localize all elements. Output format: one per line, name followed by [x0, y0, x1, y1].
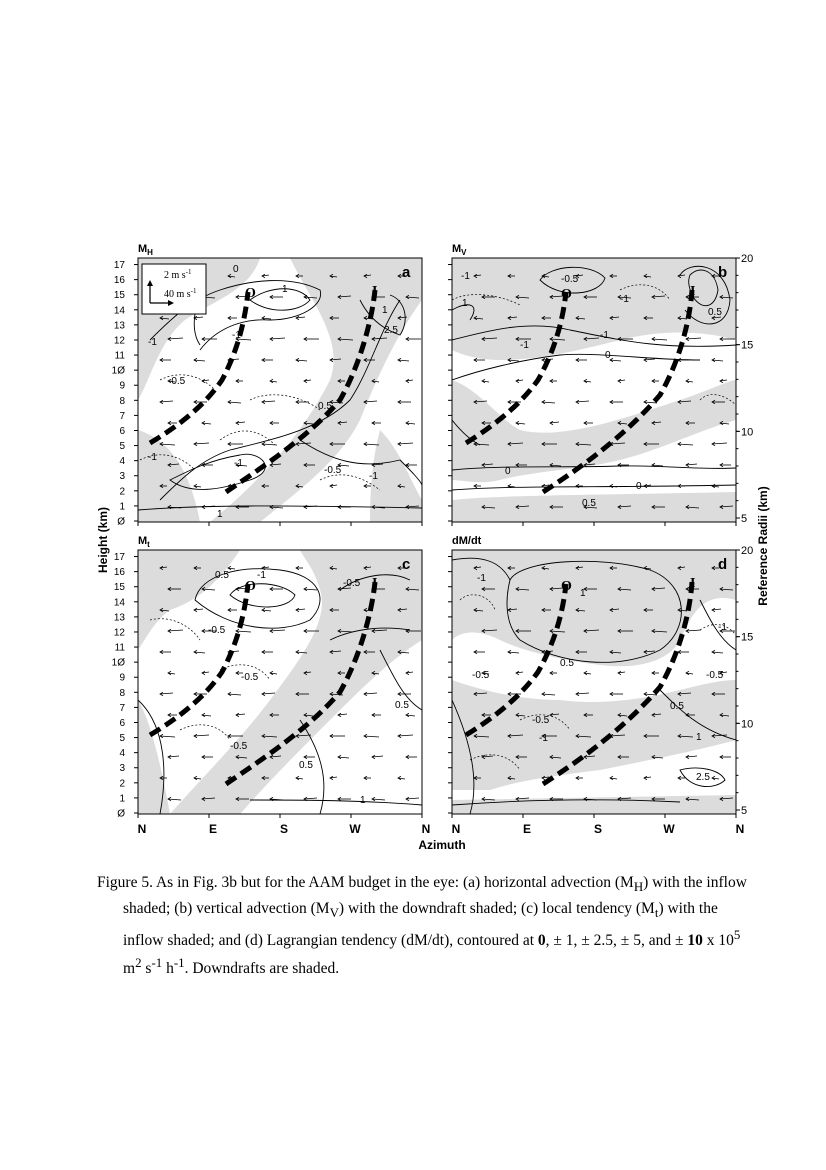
svg-text:-1: -1	[600, 330, 609, 341]
figure-caption: Figure 5. As in Fig. 3b but for the AAM budget in the eye: (a) horizontal advection $(M_H)$ with the inflow shaded; (b) vertical advection $(M_V)$ with the downdraft shaded; (c) local tendency $(M_t)$ with the inflow shaded; and (d) Lagrangian tendency (dM/dt), contoured at 0, ± 1, ± 2.5, ± 5, and ± 10 x $10^5$ $m^2$ $s^{-1}$ $h^{-1}$. Downdrafts are shaded.	[97, 874, 747, 978]
right-tick-label: 15	[741, 631, 754, 644]
y-tick-label: 3	[119, 763, 125, 775]
wind-vector	[262, 444, 277, 445]
right-axis-ticks-bottom	[736, 545, 753, 817]
svg-text:-1: -1	[461, 271, 470, 282]
panel-a-inner-marker: I	[372, 284, 378, 299]
y-tick-label: 5	[119, 733, 125, 745]
panel-d-letter: d	[718, 556, 728, 573]
svg-text:-1: -1	[539, 733, 548, 744]
y-tick-label: 7	[119, 410, 125, 422]
right-tick-label: 5	[741, 513, 748, 525]
right-tick-label: 10	[741, 718, 754, 731]
y-tick-label: 9	[119, 380, 125, 392]
x-tick-label: S	[279, 822, 289, 836]
y-tick-label: 6	[119, 717, 125, 729]
svg-text:-1: -1	[148, 337, 157, 348]
wind-vector	[652, 339, 667, 340]
svg-text:1: 1	[462, 298, 468, 309]
y-tick-label: 2	[119, 486, 125, 498]
svg-text:-1: -1	[477, 573, 486, 584]
y-tick-label: 1	[119, 793, 125, 805]
svg-text:2 m s-1: 2 m $s^{-1}$	[164, 268, 192, 281]
svg-text:0: 0	[605, 350, 611, 361]
y-tick-label: Ø	[117, 808, 125, 820]
wind-vector	[686, 630, 701, 631]
y-tick-label: 4	[119, 456, 125, 468]
svg-text:1: 1	[696, 732, 702, 743]
panel-d-inner-marker: I	[690, 576, 696, 591]
svg-text:0.5: 0.5	[560, 658, 574, 669]
y-tick-label: 9	[119, 672, 125, 684]
wind-vector	[236, 631, 251, 632]
vector-scale-box	[142, 264, 206, 314]
panel-b-title: $M_V$	[452, 243, 467, 257]
wind-vector	[270, 338, 285, 339]
svg-text:2.5: 2.5	[384, 325, 398, 336]
x-tick-label: W	[349, 822, 361, 836]
panel-c-outer-marker: O	[245, 579, 256, 594]
y-tick-label: 3	[119, 471, 125, 483]
svg-text:-1: -1	[257, 570, 266, 581]
right-axis-label: Reference Radii (km)	[756, 486, 770, 606]
svg-text:0.5: 0.5	[582, 498, 596, 509]
y-tick-label: 2	[119, 778, 125, 790]
y-tick-label: 17	[113, 260, 125, 272]
x-tick-label: W	[663, 822, 675, 836]
wind-vector	[270, 630, 285, 631]
svg-text:-1: -1	[369, 471, 378, 482]
y-tick-label: 15	[113, 582, 125, 594]
x-tick-label: N	[735, 822, 745, 836]
panel-a-outer-marker: O	[245, 286, 256, 301]
svg-text:-0.5: -0.5	[472, 670, 490, 681]
panel-d	[452, 535, 736, 814]
svg-text:-0.5: -0.5	[324, 465, 342, 476]
y-tick-label: 7	[119, 702, 125, 714]
panel-b-letter: b	[718, 264, 728, 281]
x-tick-label: N	[451, 822, 461, 836]
svg-text:-1: -1	[620, 294, 629, 305]
y-tick-label: 16	[113, 275, 125, 287]
svg-text:-1: -1	[520, 340, 529, 351]
x-tick-label: N	[421, 822, 431, 836]
svg-text:0.5: 0.5	[215, 570, 229, 581]
svg-text:0.5: 0.5	[299, 760, 313, 771]
svg-text:-0.5: -0.5	[241, 672, 259, 683]
x-tick-label: N	[137, 822, 147, 836]
svg-text:-0.5: -0.5	[706, 670, 724, 681]
svg-text:-1: -1	[148, 452, 157, 463]
x-axis-label: Azimuth	[418, 838, 466, 852]
panel-c-letter: c	[402, 556, 411, 573]
panel-a-letter: a	[402, 264, 411, 281]
y-tick-label: 13	[113, 320, 125, 332]
wind-vector	[168, 630, 183, 631]
svg-text:-0.5: -0.5	[561, 274, 579, 285]
svg-text:0.5: 0.5	[670, 701, 684, 712]
y-tick-label: 5	[119, 441, 125, 453]
panel-b	[452, 243, 736, 522]
svg-text:0: 0	[505, 466, 511, 477]
panel-b-outer-marker: O	[561, 287, 572, 302]
wind-vector	[398, 735, 413, 736]
panel-c-inner-marker: I	[372, 576, 378, 591]
y-tick-label: 4	[119, 748, 125, 760]
svg-text:0.5: 0.5	[318, 401, 332, 412]
panel-c-shading	[138, 550, 422, 814]
svg-text:1: 1	[360, 795, 366, 806]
y-tick-label: Ø	[117, 516, 125, 528]
panel-a-title: $M_H$	[138, 243, 153, 257]
wind-vector	[364, 736, 379, 737]
wind-vector	[160, 736, 175, 737]
x-tick-label: E	[522, 822, 532, 836]
y-tick-label: 8	[119, 687, 125, 699]
svg-text:-1: -1	[718, 622, 727, 633]
y-tick-label: 16	[113, 567, 125, 579]
svg-text:1: 1	[382, 305, 388, 316]
wind-vector	[168, 338, 183, 339]
panel-c-title: $M_t$	[138, 535, 150, 549]
y-tick-label: 14	[113, 305, 125, 317]
svg-text:0: 0	[636, 481, 642, 492]
y-tick-label: 1	[119, 501, 125, 513]
panel-d-title: dM/dt	[452, 535, 482, 547]
wind-vector	[194, 735, 209, 736]
y-tick-label: 17	[113, 552, 125, 564]
svg-text:-0.5: -0.5	[532, 715, 550, 726]
y-axis-label: Height (km)	[96, 507, 110, 573]
y-tick-label: 12	[113, 335, 125, 347]
wind-vector	[712, 443, 727, 444]
svg-text:0.5: 0.5	[708, 307, 722, 318]
svg-text:-0.5: -0.5	[230, 741, 248, 752]
svg-text:0.5: 0.5	[395, 700, 409, 711]
svg-text:-1: -1	[232, 330, 241, 341]
svg-text:1: 1	[580, 588, 586, 599]
panel-b-inner-marker: I	[690, 284, 696, 299]
wind-vector	[686, 338, 701, 339]
svg-text:1: 1	[217, 509, 223, 520]
wind-vector	[398, 443, 413, 444]
svg-text:-0.5: -0.5	[343, 578, 361, 589]
svg-text:-1: -1	[234, 458, 243, 469]
svg-text:1: 1	[282, 284, 288, 295]
panel-a	[138, 243, 422, 522]
right-tick-label: 20	[741, 253, 754, 265]
svg-text:0: 0	[233, 264, 239, 275]
svg-text:-0.5: -0.5	[208, 625, 226, 636]
y-tick-label: 1Ø	[111, 657, 125, 669]
y-tick-label: 14	[113, 597, 125, 609]
right-tick-label: 10	[741, 426, 754, 439]
svg-text:40 m s-1: 40 m $s^{-1}$	[164, 287, 197, 300]
y-tick-label: 11	[114, 642, 125, 654]
y-tick-label: 15	[113, 290, 125, 302]
x-tick-label: S	[593, 822, 603, 836]
wind-vector	[678, 444, 693, 445]
wind-vector	[194, 443, 209, 444]
right-tick-label: 20	[741, 545, 754, 557]
svg-text:-0.5: -0.5	[168, 376, 186, 387]
y-tick-label: 8	[119, 395, 125, 407]
svg-text:2.5: 2.5	[696, 772, 710, 783]
y-tick-label: 13	[113, 612, 125, 624]
panel-d-outer-marker: O	[561, 579, 572, 594]
y-tick-label: 6	[119, 425, 125, 437]
panel-c	[138, 535, 422, 814]
right-axis-ticks-top	[736, 253, 753, 525]
y-tick-label: 11	[114, 350, 125, 362]
y-tick-label: 12	[113, 627, 125, 639]
right-tick-label: 15	[741, 339, 754, 352]
x-tick-label: E	[208, 822, 218, 836]
y-tick-label: 1Ø	[111, 365, 125, 377]
right-tick-label: 5	[741, 805, 748, 817]
